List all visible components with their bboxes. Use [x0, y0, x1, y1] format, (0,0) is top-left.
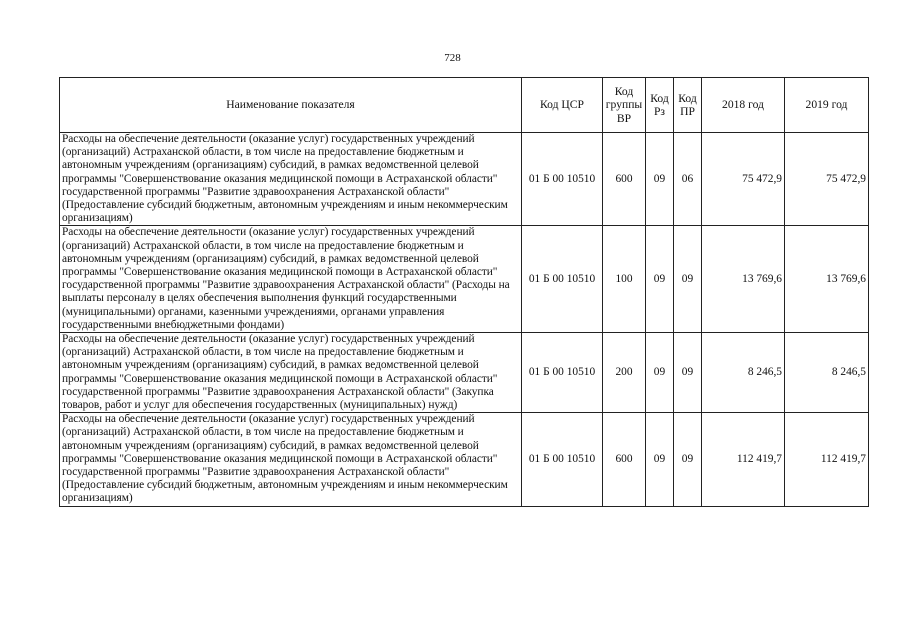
row-pr: 09 — [674, 226, 702, 333]
table-row — [60, 226, 869, 333]
row-name: Расходы на обеспечение деятельности (оказание услуг) государственных учреждений (организаций) Астраханской области, в том числе на предоставление бюджетным и автономным учреждениям (организациям) субсидий, в рамках ведомственной целевой программы "Совершенствование оказания медицинской помощи в Астраханской области" государственной программы "Развитие здравоохранения Астраханской области" (Закупка товаров, работ и услуг для обеспечения государственных (муниципальных) нужд) — [60, 333, 522, 413]
header-2018: 2018 год — [702, 78, 785, 133]
row-2018: 13 769,6 — [702, 226, 785, 333]
table-row — [60, 413, 869, 506]
row-rz: 09 — [646, 333, 674, 413]
row-2019: 8 246,5 — [785, 333, 869, 413]
row-csr: 01 Б 00 10510 — [522, 333, 603, 413]
row-vr: 100 — [603, 226, 646, 333]
row-2019: 112 419,7 — [785, 413, 869, 506]
header-name: Наименование показателя — [60, 78, 522, 133]
table-row — [60, 333, 869, 413]
row-pr: 06 — [674, 133, 702, 226]
table-header-row — [60, 78, 869, 133]
header-pr: Код ПР — [674, 78, 702, 133]
row-vr: 600 — [603, 133, 646, 226]
row-rz: 09 — [646, 133, 674, 226]
row-name: Расходы на обеспечение деятельности (оказание услуг) государственных учреждений (организаций) Астраханской области, в том числе на предоставление бюджетным и автономным учреждениям (организациям) субсидий, в рамках ведомственной целевой программы "Совершенствование оказания медицинской помощи в Астраханской области" государственной программы "Развитие здравоохранения Астраханской области" (Расходы на выплаты персоналу в целях обеспечения выполнения функций государственными (муниципальными) органами, казенными учреждениями, органами управления государственными внебюджетными фондами) — [60, 226, 522, 333]
row-csr: 01 Б 00 10510 — [522, 226, 603, 333]
row-name: Расходы на обеспечение деятельности (оказание услуг) государственных учреждений (организаций) Астраханской области, в том числе на предоставление бюджетным и автономным учреждениям (организациям) субсидий, в рамках ведомственной целевой программы "Совершенствование оказания медицинской помощи в Астраханской области" государственной программы "Развитие здравоохранения Астраханской области" (Предоставление субсидий бюджетным, автономным учреждениям и иным некоммерческим организациям) — [60, 133, 522, 226]
row-pr: 09 — [674, 413, 702, 506]
budget-table — [59, 77, 869, 507]
row-2018: 75 472,9 — [702, 133, 785, 226]
row-rz: 09 — [646, 226, 674, 333]
row-2019: 13 769,6 — [785, 226, 869, 333]
row-csr: 01 Б 00 10510 — [522, 133, 603, 226]
header-rz: Код Рз — [646, 78, 674, 133]
row-2019: 75 472,9 — [785, 133, 869, 226]
page-number: 728 — [444, 52, 461, 64]
row-pr: 09 — [674, 333, 702, 413]
header-vr: Код группы ВР — [603, 78, 646, 133]
row-vr: 200 — [603, 333, 646, 413]
header-csr: Код ЦСР — [522, 78, 603, 133]
row-2018: 8 246,5 — [702, 333, 785, 413]
header-2019: 2019 год — [785, 78, 869, 133]
row-name: Расходы на обеспечение деятельности (оказание услуг) государственных учреждений (организаций) Астраханской области, в том числе на предоставление бюджетным и автономным учреждениям (организациям) субсидий, в рамках ведомственной целевой программы "Совершенствование оказания медицинской помощи в Астраханской области" государственной программы "Развитие здравоохранения Астраханской области" (Предоставление субсидий бюджетным, автономным учреждениям и иным некоммерческим организациям) — [60, 413, 522, 506]
table-row — [60, 133, 869, 226]
row-vr: 600 — [603, 413, 646, 506]
row-csr: 01 Б 00 10510 — [522, 413, 603, 506]
row-rz: 09 — [646, 413, 674, 506]
row-2018: 112 419,7 — [702, 413, 785, 506]
